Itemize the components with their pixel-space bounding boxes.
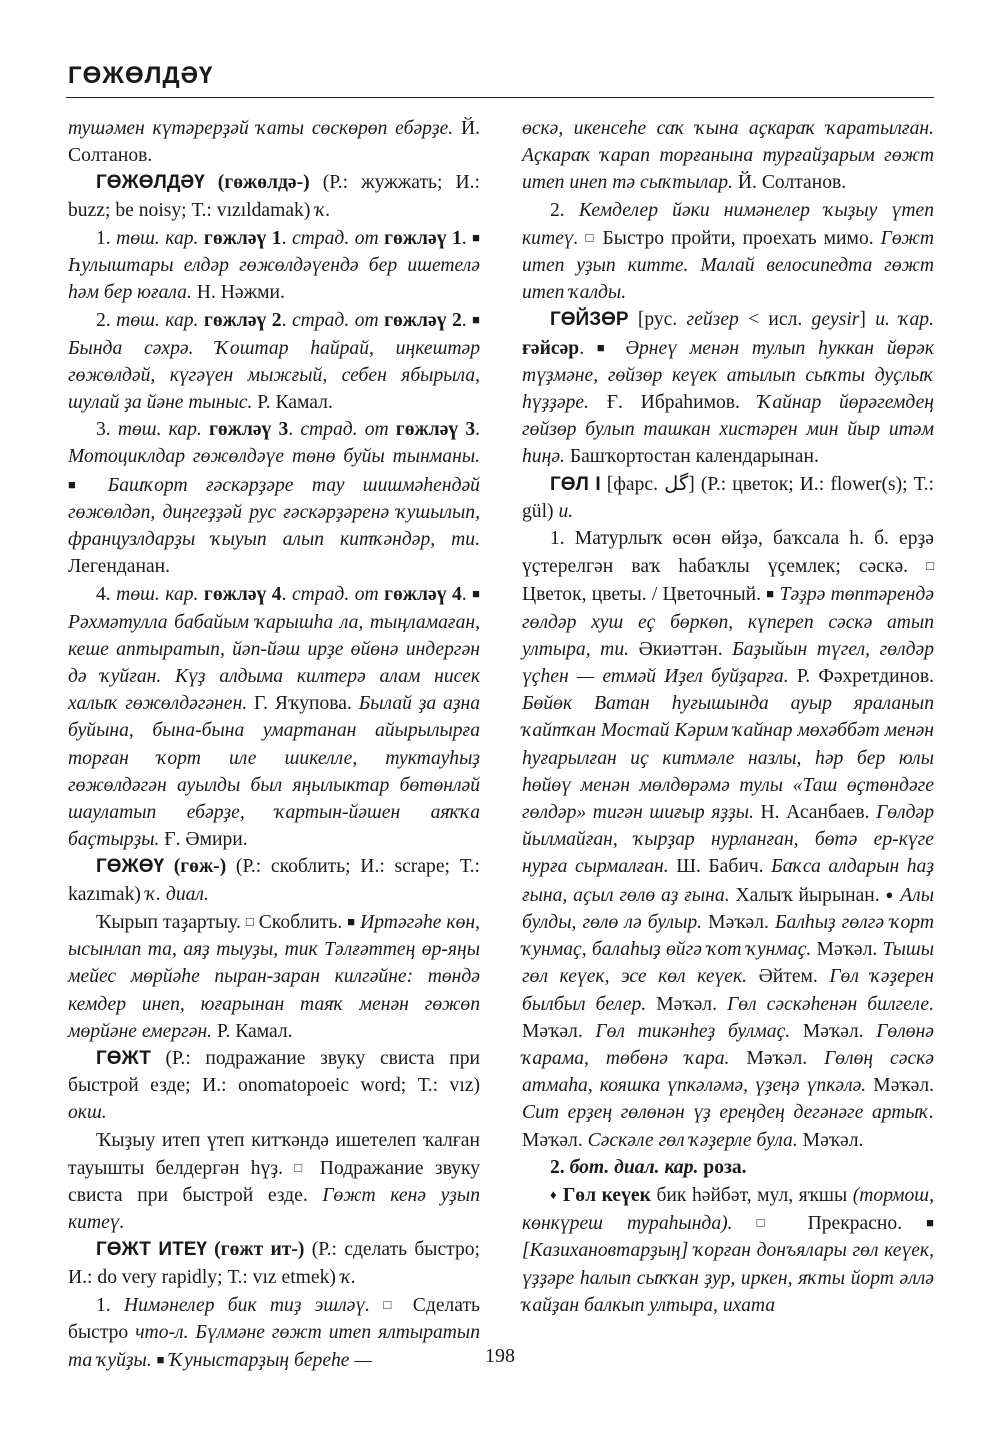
text: .	[461, 227, 473, 249]
text: 1.	[96, 1294, 124, 1316]
translation-marker: □	[926, 558, 934, 574]
left-column	[68, 115, 481, 1372]
dictionary-paragraph	[522, 115, 934, 197]
phrase-marker: ●	[885, 886, 895, 902]
text: Башҡортостан календарынан.	[564, 446, 819, 468]
text: Мәҡәл.	[797, 1129, 864, 1151]
dictionary-paragraph	[522, 1181, 934, 1319]
text: Р. Фәхретдинов.	[788, 666, 934, 688]
dictionary-paragraph	[522, 197, 934, 307]
italic-text: Баҡса алдарын һаҙ ғына, аҫыл гөлө аҙ ғына.	[522, 856, 934, 906]
translation-marker: □	[383, 1296, 400, 1312]
text: Подражание звуку свиста при быстрой езде.	[68, 1157, 481, 1206]
text: .	[475, 419, 481, 441]
text: .	[461, 310, 473, 332]
text: .	[281, 584, 292, 606]
text: .	[281, 227, 292, 249]
text: .	[579, 337, 597, 359]
right-column	[522, 115, 934, 1325]
text: .	[288, 419, 301, 441]
text: .	[461, 584, 473, 606]
text: Әйтем.	[747, 966, 830, 988]
italic-text: geysir	[811, 309, 860, 331]
italic-text: Гөлөнә ҡарама, төбөнә ҡара.	[522, 1020, 934, 1069]
italic-text: Ҡуныстарҙың береһе —	[164, 1350, 372, 1372]
italic-text: Гөл тикәнһеҙ булмаҫ.	[595, 1020, 791, 1042]
dictionary-paragraph	[68, 416, 480, 580]
text: Скоблить.	[253, 911, 348, 933]
text: бик һәйбәт, мул, яҡшы	[650, 1184, 853, 1206]
text: Цветок, цветы. / Цветочный.	[522, 584, 767, 606]
italic-text: Бөйөк Ватан һуғышында ауыр яраланып ҡайтҡан Мостай Кәрим ҡайнар мөхәббәт менән һуғарылған иҫ китмәле назлы, һәр бер юлы һөйөү менән мөлдөрәмә тулы «Таш өҫтөндәге гөлдәр» тигән шиғыр яҙҙы.	[522, 693, 934, 824]
italic-text: Һулыштары елдәр гөжөлдәүендә бер ишетелә һәм бер юғала.	[68, 255, 480, 304]
text: [фарс. گل] (Р.: цветок; И.: flower(s); Т.: gül)	[522, 473, 935, 522]
italic-text: гейзер	[686, 309, 739, 331]
italic-text: Әрнеү менән тулып һуккан йөрәк түҙмәне, гөйзөр кеүек атылып сыҡты дуҫлыҡ һүҙҙәре.	[522, 337, 934, 414]
text: Г. Яҡупова.	[247, 693, 359, 715]
italic-text: и. ҡар.	[875, 309, 934, 331]
text: Ғ. Ибраһимов.	[588, 392, 758, 414]
text: Легенданан.	[68, 556, 171, 578]
bold-text: гөжләү 3	[395, 419, 476, 441]
italic-text: төш. кар.	[116, 584, 204, 606]
text: Ҡыҙыу итеп үтеп китҡәндә ишетелеп ҡалған тауышты белдергән һүҙ.	[68, 1129, 480, 1179]
text: Й. Солтанов.	[733, 172, 847, 194]
dictionary-paragraph	[68, 169, 480, 223]
text: ]	[859, 309, 876, 331]
italic-text: Гөжт кенә уҙып китеү.	[68, 1184, 480, 1234]
italic-text: ҡ. диал.	[145, 883, 209, 905]
italic-text: Мотоциклдар гөжөлдәүе төнө буйы тынманы.	[68, 446, 480, 468]
text: 2.	[96, 310, 117, 332]
italic-text: страд. от	[300, 419, 396, 441]
bold-text: Гөл кеүек	[557, 1184, 651, 1206]
italic-text: [Казихановтарҙың] ҡорған донъялары гөл кеүек, үҙҙәре һалып сыҡҡан ҙур, иркен, яҡты йорт әллә ҡайҙан балкып ултыра, ихата	[522, 1240, 934, 1316]
italic-text: страд. от	[291, 584, 385, 606]
italic-text: Иртәгәһе көн, ысынлап та, аяҙ тыуҙы, тик Тәлғәттең өр-яңы мейес мөрйәһе пыран-заран килгәйне: төндә кемдер инеп, юғарынан таяҡ менән гөжөп мөрйәне емергән.	[68, 911, 481, 1042]
text: .	[281, 310, 292, 332]
italic-text: Балһыҙ гөлгә ҡорт ҡунмаҫ, балаһыҙ өйгә ҡот ҡунмаҫ.	[522, 911, 934, 961]
italic-text: страд. от	[291, 310, 385, 332]
translation-marker: □	[585, 229, 596, 245]
italic-text: Ҡайнар йөрәгемдең гөйзөр булып ташкан хистәрен мин йыр итәм һиңә.	[522, 392, 934, 468]
bold-text: гөжләү 3	[208, 419, 289, 441]
dictionary-paragraph	[522, 525, 934, 1154]
bold-text: (гөж-)	[164, 856, 236, 878]
text: 3.	[96, 419, 118, 441]
bold-text: гөжләү 2	[384, 310, 462, 332]
italic-text: Гөлөң сәскә атмаһа, кояшка үпкәләмә, үҙеңә үпкәлә.	[522, 1047, 934, 1097]
text: Мәҡәл.	[729, 1047, 825, 1069]
text: Мәҡәл.	[522, 1129, 588, 1151]
translation-marker: □	[756, 1215, 784, 1231]
example-marker: ■	[68, 476, 90, 492]
italic-text: страд. от	[291, 227, 385, 249]
dictionary-paragraph	[68, 853, 480, 907]
text: < исл.	[738, 309, 812, 331]
bold-text: (гөжт ит-)	[206, 1239, 312, 1261]
headword: ГӨЖТ ИТЕҮ	[96, 1239, 207, 1261]
italic-text: (тормош, көнкүреш тураһында).	[522, 1184, 935, 1235]
dictionary-paragraph	[68, 1236, 480, 1290]
italic-text: тушәмен күтәрерҙәй ҡаты сөскөрөп ебәрҙе.	[68, 118, 454, 139]
translation-marker: □	[245, 913, 254, 929]
translation-marker: □	[294, 1159, 309, 1175]
italic-text: Гөжт итеп уҙып китте. Малай велосипедта гөжт итеп ҡалды.	[522, 227, 934, 304]
dictionary-paragraph	[68, 306, 480, 416]
example-marker: ■	[596, 339, 613, 355]
text: Мәҡәл.	[646, 993, 728, 1015]
bold-text: 2.	[550, 1156, 570, 1178]
italic-text: Бында сәхрә. Ҡоштар һайрай, иңкештәр гөжөлдәй, күгәүен мыжғый, себен ябырыла, шулай ҙа йәне тыныс.	[68, 337, 480, 414]
headword: ГӨЙЗӨР	[550, 309, 629, 331]
text: Р. Камал.	[252, 392, 333, 414]
text: (Р.: сделать быстро; И.: do very rapidly; Т.: vız etmek)	[68, 1239, 480, 1288]
bold-text: ғәйсәр	[522, 337, 580, 359]
italic-text: Тышы гөл кеүек, эсе көл кеүек.	[522, 939, 934, 988]
italic-text: өскә, икенсеһе саҡ ҡына аҫкараҡ ҡаратылған. Аҫкараҡ ҡарап торғанына турғайҙарым гөжт итеп инеп тә сыҡтылар.	[522, 118, 934, 194]
text: Мәҡәл.	[702, 911, 775, 933]
italic-text: Нимәнелер бик тиҙ эшләү.	[123, 1294, 384, 1316]
text: (Р.: подражание звуку свиста при быстрой езде; И.: onomatopoeic word; Т.: vız)	[68, 1047, 480, 1097]
italic-text: Гөл сәскәһенән билгеле.	[727, 993, 934, 1015]
italic-text: Кемделер йәки нимәнелер ҡыҙыу үтеп китеү.	[522, 199, 934, 249]
italic-text: Рәхмәтулла бабайым ҡарышһа ла, тыңламаған, кеше аптыратып, йәп-йәш ирҙе өйөнә индергән дә ҡуйған. Күҙ алдыма килтерә алам нисек халыҡ гөжөлдәгәнен.	[68, 611, 480, 715]
example-marker: ■	[472, 586, 481, 602]
dictionary-paragraph	[522, 471, 934, 525]
italic-text: Тәҙрә төптәрендә гөлдәр хуш еҫ бөркөп, күпереп сәскә атып ултыра, ти.	[522, 584, 934, 660]
bold-text: (гөжөлдә-)	[204, 172, 323, 194]
text: Р. Камал.	[212, 1020, 293, 1042]
text: 1.	[96, 227, 117, 249]
italic-text: ҡ.	[340, 1266, 357, 1288]
headword: ГӨЖӨҮ	[96, 856, 165, 878]
text: Мәҡәл.	[522, 1020, 596, 1042]
text: (Р.: жужжать; И.: buzz; be noisy; Т.: vızıldamak)	[68, 172, 481, 221]
bold-italic-text: бот. диал. кар.	[569, 1156, 704, 1178]
bold-text: гөжләү 4	[203, 584, 282, 606]
italic-text: окш.	[68, 1102, 107, 1124]
text: [рус.	[628, 309, 687, 331]
dictionary-paragraph	[522, 1154, 934, 1181]
text: (Р.: скоблить; И.: scrape; Т.: kazımak)	[68, 856, 480, 905]
italic-text: Сәскәле гөл ҡәҙерле була.	[587, 1129, 798, 1151]
italic-text: Гөлдәр йылмайған, ҡырҙар нурланған, бөтә ер-күге нурға сырмалған.	[522, 802, 934, 878]
italic-text: Баҙыйын түгел, гөлдәр үҫһен — етмәй Иҙел буйҙарға.	[522, 638, 934, 688]
text: Н. Нәжми.	[191, 282, 285, 304]
text: Ҡырып таҙартыу.	[96, 911, 246, 933]
text: Әкиәттән.	[629, 638, 733, 660]
dictionary-paragraph	[68, 1127, 480, 1237]
example-marker: ■	[156, 1352, 165, 1368]
example-marker: ■	[766, 586, 775, 602]
dictionary-paragraph	[68, 1045, 480, 1127]
italic-text: Сит ерҙең гөлөнән үҙ ереңдең дегәнәге артыҡ.	[522, 1102, 934, 1124]
text: Й. Солтанов.	[68, 118, 481, 167]
text: Быстро пройти, проехать мимо.	[595, 227, 881, 249]
text: Мәҡәл.	[866, 1075, 934, 1097]
text: Н. Асанбаев.	[753, 802, 877, 824]
dictionary-paragraph	[522, 306, 934, 470]
header-rule	[66, 97, 934, 98]
italic-text: төш. кар.	[117, 419, 209, 441]
bold-text: гөжләү 1	[203, 227, 282, 249]
italic-text: Гөл ҡәҙерен былбыл белер.	[522, 966, 934, 1015]
dictionary-paragraph	[68, 580, 480, 853]
example-marker: ■	[926, 1215, 934, 1231]
headword: ГӨЛ I	[550, 473, 601, 495]
italic-text: төш. кар.	[116, 227, 204, 249]
text: 2.	[550, 199, 579, 221]
italic-text: что-л. Бүлмәне гөжт итеп ялтыратып та ҡуйҙы.	[68, 1321, 480, 1372]
dictionary-paragraph	[68, 908, 480, 1045]
italic-text: ҡ.	[315, 199, 331, 221]
italic-text: төш. кар.	[116, 310, 204, 332]
bold-text: гөжләү 1	[384, 227, 462, 249]
bold-text: гөжләү 4	[384, 584, 462, 606]
text: 4.	[96, 584, 117, 606]
example-marker: ■	[472, 229, 481, 245]
italic-text: и.	[558, 500, 574, 522]
headword: ГӨЖТ	[96, 1047, 151, 1069]
phrase-marker: ♦	[550, 1186, 558, 1202]
text: Сделать быстро	[68, 1294, 480, 1343]
text: Мәҡәл.	[790, 1020, 877, 1042]
text: Ғ. Әмири.	[159, 829, 248, 851]
page-number: 198	[485, 1345, 515, 1367]
text: Ш. Бабич.	[668, 856, 772, 878]
bold-text: гөжләү 2	[203, 310, 282, 332]
italic-text: Башҡорт ғәскәрҙәре тау шишмәһендәй гөжөлдәп, диңгеҙҙәй рус ғәскәрҙәренә ҡушылып, французлдарҙы ҡыуып алып китҡәндәр, ти.	[68, 474, 480, 551]
running-head: ГӨЖӨЛДӘҮ	[68, 62, 214, 89]
dictionary-paragraph	[68, 224, 480, 307]
text: Мәҡәл.	[811, 939, 883, 961]
text: 1. Матурлыҡ өсөн өйҙә, баҡсала һ. б. ерҙә үҫтерелгән ваҡ һабаҡлы үҫемлек; сәскә.	[522, 528, 934, 578]
text: Халыҡ йырынан.	[729, 884, 886, 906]
text: Прекрасно.	[783, 1213, 927, 1235]
italic-text: Алы булды, гөлө лә булыр.	[522, 884, 934, 933]
dictionary-paragraph	[68, 115, 480, 169]
example-marker: ■	[472, 312, 481, 328]
example-marker: ■	[347, 913, 356, 929]
bold-text: роза.	[703, 1156, 747, 1178]
headword: ГӨЖӨЛДӘҮ	[96, 172, 205, 194]
italic-text: Былай ҙа аҙна буйына, бына-бына умартанан айырылырға торған ҡорт иле шикелле, туктауһыҙ гөжөлдәгән ауылды был яңылыктар бөтөнләй шаулатып ебәрҙе, ҡартын-йәшен аяҡҡа баҫтырҙы.	[68, 693, 480, 851]
